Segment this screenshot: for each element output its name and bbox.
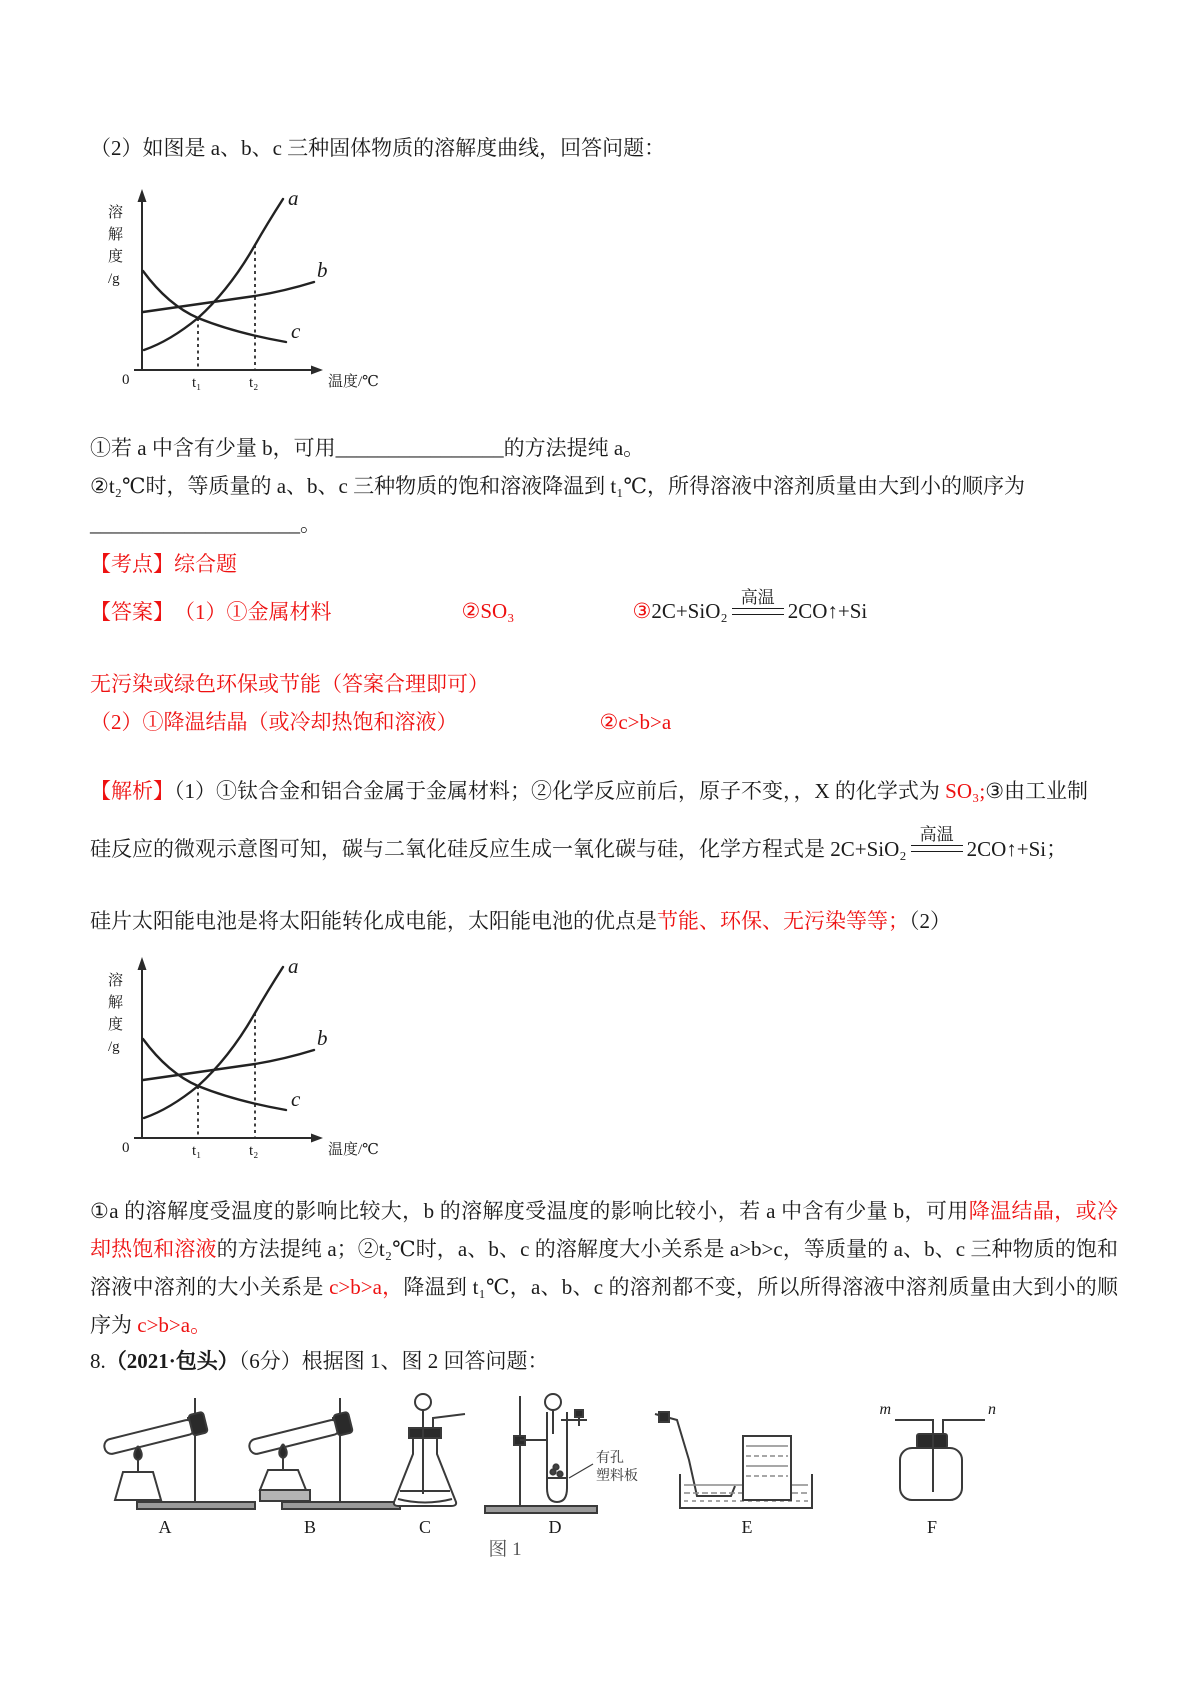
apparatus-b bbox=[247, 1398, 400, 1509]
answer-label: 【答案】 bbox=[90, 600, 174, 624]
question-2-text: ②t₂℃时，等质量的 a、b、c 三种物质的饱和溶液降温到 t₁℃，所得溶液中溶剂质量由大到小的顺序为 bbox=[90, 474, 1026, 498]
analysis-line1 bbox=[90, 775, 1088, 805]
y-axis-arrow-icon bbox=[138, 189, 147, 202]
perforated-board-annotation-line1: 有孔 bbox=[596, 1451, 624, 1466]
apparatus-figure bbox=[95, 1390, 1110, 1540]
answer-line3-left: （2）①降温结晶（或冷却热饱和溶液） bbox=[90, 710, 458, 734]
answer-line bbox=[90, 585, 867, 637]
analysis-line2 bbox=[90, 822, 1067, 874]
y-axis-arrow-icon bbox=[138, 957, 147, 970]
figure-annotations bbox=[596, 1449, 638, 1484]
answer-equation bbox=[632, 588, 868, 624]
curve-c bbox=[143, 271, 286, 342]
apparatus-f bbox=[895, 1420, 985, 1500]
curve-c-label: c bbox=[291, 1087, 301, 1111]
explanation-s4-red: c>b>a， bbox=[329, 1275, 404, 1299]
figure-1-caption-text: 图 1 bbox=[488, 1539, 522, 1560]
label-a: A bbox=[158, 1517, 172, 1537]
curve-c bbox=[143, 1039, 286, 1110]
y-axis-label-char4: /g bbox=[108, 1039, 120, 1055]
equation-right: 2CO↑+Si bbox=[787, 598, 868, 623]
analysis-l1-black: （1）①钛合金和铝合金属于金属材料；②化学反应前后，原子不变，，X 的化学式为 bbox=[174, 779, 946, 803]
figure-1 bbox=[95, 1390, 1110, 1546]
tube-labels bbox=[879, 1401, 996, 1418]
guide-lines bbox=[198, 245, 255, 370]
origin-label: 0 bbox=[122, 1140, 130, 1156]
equation-left: 2C+SiO₂ bbox=[651, 598, 728, 623]
apparatus-e bbox=[655, 1412, 812, 1508]
axes bbox=[134, 965, 314, 1139]
origin-label: 0 bbox=[122, 372, 130, 388]
question-2-line bbox=[90, 470, 1025, 500]
t2-tick-label: t₂ bbox=[249, 1143, 259, 1159]
t1-tick-label: t₁ bbox=[192, 1143, 202, 1159]
chart-texts bbox=[108, 186, 379, 391]
tube-m-label: m bbox=[879, 1401, 891, 1418]
question-8-source: （2021·包头） bbox=[105, 1349, 239, 1373]
y-axis-label-char3: 度 bbox=[108, 249, 124, 265]
intro-text: （2）如图是 a、b、c 三种固体物质的溶解度曲线，回答问题： bbox=[90, 136, 666, 160]
kaodian-line bbox=[90, 548, 237, 578]
analysis-l3-red: 节能、环保、无污染等等； bbox=[657, 909, 909, 933]
question-2-blank: ____________________。 bbox=[90, 512, 321, 536]
kaodian-text: 综合题 bbox=[174, 552, 237, 576]
curves bbox=[143, 967, 314, 1118]
curve-a-label: a bbox=[288, 186, 299, 210]
label-c: C bbox=[418, 1517, 432, 1537]
explanation-s6-red: c>b>a。 bbox=[137, 1313, 212, 1337]
curve-a bbox=[144, 199, 283, 350]
analysis-line3 bbox=[90, 905, 951, 935]
y-axis-label-char2: 解 bbox=[108, 227, 124, 243]
analysis-l2-pre: 硅反应的微观示意图可知，碳与二氧化硅反应生成一氧化碳与硅，化学方程式是 2C+SiO₂ bbox=[90, 837, 907, 861]
condition-text: 高温 bbox=[740, 588, 775, 608]
question-8-rest: （6分）根据图 1、图 2 回答问题： bbox=[238, 1349, 549, 1373]
equation-condition bbox=[732, 589, 784, 615]
intro-line bbox=[90, 132, 665, 162]
explanation-s1: ①a 的溶解度受温度的影响比较大，b 的溶解度受温度的影响比较小，若 a 中含有少量 b，可用 bbox=[90, 1199, 969, 1223]
y-axis-label-char4: /g bbox=[108, 271, 120, 287]
answer-line3 bbox=[90, 706, 671, 736]
chart-texts bbox=[108, 954, 379, 1159]
analysis-l1-tail: ③由工业制 bbox=[985, 779, 1089, 803]
question-1-line bbox=[90, 432, 644, 462]
apparatus-a bbox=[102, 1398, 255, 1509]
analysis-l3-black: 硅片太阳能电池是将太阳能转化成电能，太阳能电池的优点是 bbox=[90, 909, 657, 933]
explanation-s2-red: 降温结晶，或冷却热饱和溶液 bbox=[90, 1199, 1119, 1261]
y-axis-label-char1: 溶 bbox=[108, 973, 124, 989]
explanation-paragraph bbox=[90, 1192, 1118, 1344]
label-b: B bbox=[303, 1517, 317, 1537]
answer-part2: ②SO₃ bbox=[461, 598, 515, 623]
x-axis-label: 温度/℃ bbox=[328, 1142, 379, 1158]
explanation-s3: 的方法提纯 a；②t₂℃时，a、b、c 的溶解度大小关系是 a>b>c，等质量的 a、b、c 三种物质的饱和溶液中溶剂的大小关系是 bbox=[90, 1237, 1119, 1299]
analysis-l3-tail: （2） bbox=[909, 909, 951, 933]
question-1-text: ①若 a 中含有少量 b，可用________________的方法提纯 a。 bbox=[90, 436, 645, 460]
question-2-blank-line bbox=[90, 508, 321, 538]
perforated-board-annotation-line2: 塑料板 bbox=[596, 1469, 638, 1484]
apparatus-drawings bbox=[102, 1394, 985, 1513]
curve-a-label: a bbox=[288, 954, 299, 978]
apparatus-c bbox=[394, 1394, 465, 1506]
answer-line2-text: 无污染或绿色环保或节能（答案合理即可） bbox=[90, 672, 489, 696]
y-axis-label-char1: 溶 bbox=[108, 205, 124, 221]
x-axis-arrow-icon bbox=[311, 366, 323, 375]
y-axis-label-char2: 解 bbox=[108, 995, 124, 1011]
label-f: F bbox=[926, 1517, 938, 1537]
solubility-chart-2 bbox=[90, 953, 400, 1168]
double-bond-line bbox=[732, 608, 784, 615]
apparatus-d bbox=[485, 1394, 597, 1513]
question-8-number: 8. bbox=[90, 1349, 106, 1373]
curve-b-label: b bbox=[317, 1026, 328, 1050]
analysis-l2-post: 2CO↑+Si； bbox=[966, 837, 1068, 861]
axes bbox=[134, 197, 314, 371]
solubility-chart-1 bbox=[90, 185, 400, 400]
figure-1-caption bbox=[90, 1534, 920, 1561]
t1-tick-label: t₁ bbox=[192, 375, 202, 391]
label-d: D bbox=[548, 1517, 562, 1537]
analysis-l1-red: SO₃; bbox=[945, 779, 986, 803]
answer-line2 bbox=[90, 668, 489, 698]
y-axis-label-char3: 度 bbox=[108, 1017, 124, 1033]
tube-n-label: n bbox=[988, 1401, 996, 1418]
label-e: E bbox=[741, 1517, 753, 1537]
explanation-s5: 降温到 t₁℃，a、b、c 的溶剂都不变，所以所得溶液中溶剂质量由大到小的顺序为 bbox=[90, 1275, 1119, 1337]
x-axis-arrow-icon bbox=[311, 1134, 323, 1143]
guide-lines bbox=[198, 1013, 255, 1138]
analysis-condition-text: 高温 bbox=[919, 825, 954, 845]
analysis-label: 【解析】 bbox=[90, 779, 174, 803]
t2-tick-label: t₂ bbox=[249, 375, 259, 391]
kaodian-label: 【考点】 bbox=[90, 552, 174, 576]
answer-part1: （1）①金属材料 bbox=[174, 600, 332, 624]
question-8-line bbox=[90, 1345, 549, 1375]
analysis-double-bond-line bbox=[911, 845, 963, 852]
answer-part3-number: ③ bbox=[632, 598, 652, 623]
curve-a bbox=[144, 967, 283, 1118]
curve-c-label: c bbox=[291, 319, 301, 343]
analysis-equation-condition bbox=[911, 826, 963, 852]
curves bbox=[143, 199, 314, 350]
curve-b-label: b bbox=[317, 258, 328, 282]
x-axis-label: 温度/℃ bbox=[328, 374, 379, 390]
answer-line3-right: ②c>b>a bbox=[599, 710, 672, 734]
